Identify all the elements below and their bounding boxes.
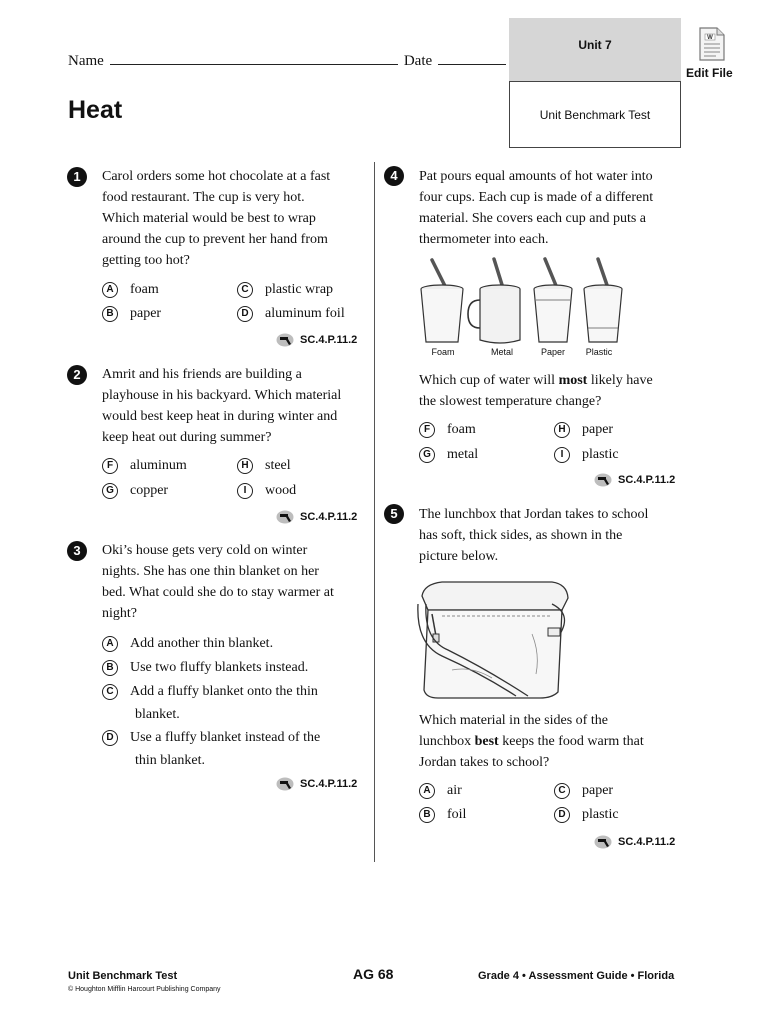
florida-icon bbox=[594, 835, 612, 849]
prompt-text: keeps the food warm that bbox=[498, 734, 644, 749]
answer-bubble[interactable]: G bbox=[419, 447, 435, 463]
question-line: picture below. bbox=[419, 549, 499, 564]
question-line: Jordan takes to school? bbox=[419, 755, 550, 770]
benchmark-label: Unit Benchmark Test bbox=[539, 108, 651, 122]
answer-bubble[interactable]: A bbox=[102, 282, 118, 298]
question-line: getting too hot? bbox=[102, 253, 190, 268]
florida-icon bbox=[276, 777, 294, 791]
answer-option[interactable] bbox=[419, 782, 462, 800]
option-text: Add a fluffy blanket onto the thin bbox=[130, 684, 318, 699]
answer-bubble[interactable]: I bbox=[237, 483, 253, 499]
question-text bbox=[419, 504, 648, 567]
answer-option[interactable] bbox=[554, 782, 613, 800]
answer-option[interactable] bbox=[237, 482, 296, 500]
standard-code: SC.4.P.11.2 bbox=[618, 474, 676, 486]
date-line[interactable] bbox=[438, 50, 506, 65]
question-line: bed. What could she do to stay warmer at bbox=[102, 585, 334, 600]
answer-bubble[interactable]: C bbox=[554, 783, 570, 799]
question-text bbox=[102, 364, 341, 448]
question-line bbox=[419, 370, 653, 391]
question-line: around the cup to prevent her hand from bbox=[102, 232, 328, 247]
question-line: thermometer into each. bbox=[419, 232, 549, 247]
option-text: Use two fluffy blankets instead. bbox=[130, 660, 309, 675]
footer-copyright: © Houghton Mifflin Harcourt Publishing Company bbox=[68, 986, 221, 993]
option-text: Add another thin blanket. bbox=[130, 636, 274, 651]
standard-code: SC.4.P.11.2 bbox=[300, 334, 358, 346]
prompt-text: Which cup of water will bbox=[419, 373, 559, 388]
question-line: Which material would be best to wrap bbox=[102, 211, 316, 226]
cup-label-metal: Metal bbox=[490, 347, 513, 357]
cups-illustration bbox=[418, 256, 628, 346]
question-line: the slowest temperature change? bbox=[419, 394, 602, 409]
question-line: nights. She has one thin blanket on her bbox=[102, 564, 319, 579]
option-text: wood bbox=[265, 483, 297, 498]
question-number: 1 bbox=[67, 167, 87, 187]
standard-tag bbox=[594, 835, 675, 849]
edit-file-link[interactable]: Edit File bbox=[686, 66, 733, 80]
question-line: The lunchbox that Jordan takes to school bbox=[419, 507, 649, 522]
answer-bubble[interactable]: A bbox=[419, 783, 435, 799]
option-text: paper bbox=[582, 422, 614, 437]
question-number: 4 bbox=[384, 166, 404, 186]
answer-bubble[interactable]: H bbox=[237, 458, 253, 474]
prompt-text: likely have bbox=[587, 373, 653, 388]
option-text: air bbox=[447, 783, 462, 798]
cup-label-plastic: Plastic bbox=[585, 347, 613, 357]
answer-option[interactable] bbox=[419, 806, 466, 824]
answer-option[interactable] bbox=[554, 806, 619, 824]
option-text: foam bbox=[130, 282, 159, 297]
question-number: 5 bbox=[384, 504, 404, 524]
answer-option[interactable] bbox=[102, 457, 187, 475]
answer-bubble[interactable]: D bbox=[237, 306, 253, 322]
answer-option[interactable] bbox=[102, 729, 320, 747]
question-line: night? bbox=[102, 606, 137, 621]
prompt-emphasis: best bbox=[474, 734, 499, 749]
standard-tag bbox=[276, 777, 357, 791]
answer-option[interactable] bbox=[237, 281, 333, 299]
metal-cup bbox=[468, 259, 520, 343]
question-number: 2 bbox=[67, 365, 87, 385]
option-text: aluminum bbox=[130, 458, 187, 473]
question-line: Oki’s house gets very cold on winter bbox=[102, 543, 308, 558]
paper-cup bbox=[534, 259, 572, 342]
word-document-icon[interactable] bbox=[696, 26, 728, 62]
prompt-emphasis: most bbox=[558, 373, 588, 388]
name-date-row bbox=[68, 50, 506, 70]
answer-option[interactable] bbox=[102, 281, 159, 299]
date-label: Date bbox=[403, 53, 433, 69]
question-text bbox=[419, 166, 653, 250]
answer-bubble[interactable]: F bbox=[102, 458, 118, 474]
answer-bubble[interactable]: B bbox=[102, 660, 118, 676]
answer-option[interactable] bbox=[237, 305, 345, 323]
standard-code: SC.4.P.11.2 bbox=[618, 836, 676, 848]
page-title: Heat bbox=[68, 96, 123, 124]
answer-option[interactable] bbox=[237, 457, 291, 475]
cup-label-foam: Foam bbox=[431, 347, 455, 357]
option-text: plastic bbox=[582, 447, 619, 462]
standard-tag bbox=[594, 473, 675, 487]
question-line: Amrit and his friends are building a bbox=[102, 367, 302, 382]
cup-label-paper: Paper bbox=[540, 347, 566, 357]
question-line: would best keep heat in during winter and bbox=[102, 409, 338, 424]
answer-option[interactable] bbox=[419, 446, 478, 464]
question-line: playhouse in his backyard. Which material bbox=[102, 388, 342, 403]
option-text: plastic bbox=[582, 807, 619, 822]
answer-bubble[interactable]: H bbox=[554, 422, 570, 438]
question-line: food restaurant. The cup is very hot. bbox=[102, 190, 305, 205]
option-text: Use a fluffy blanket instead of the bbox=[130, 730, 321, 745]
question-line: Which material in the sides of the bbox=[419, 713, 608, 728]
footer-title: Unit Benchmark Test bbox=[68, 970, 178, 982]
name-label: Name bbox=[68, 53, 104, 69]
question-text bbox=[102, 166, 330, 271]
svg-text:W: W bbox=[707, 35, 713, 41]
option-text: foam bbox=[447, 422, 476, 437]
option-text: metal bbox=[447, 447, 479, 462]
question-number: 3 bbox=[67, 541, 87, 561]
answer-option[interactable] bbox=[554, 421, 613, 439]
answer-option[interactable] bbox=[102, 482, 168, 500]
question-line: material. She covers each cup and puts a bbox=[419, 211, 647, 226]
foam-cup bbox=[421, 260, 463, 342]
florida-icon bbox=[594, 473, 612, 487]
column-divider bbox=[374, 162, 375, 862]
option-text: copper bbox=[130, 483, 169, 498]
option-text: aluminum foil bbox=[265, 306, 345, 321]
question-line: keep heat out during summer? bbox=[102, 430, 272, 445]
option-text: paper bbox=[582, 783, 614, 798]
answer-bubble[interactable]: B bbox=[419, 807, 435, 823]
answer-bubble[interactable]: G bbox=[102, 483, 118, 499]
question-line: four cups. Each cup is made of a different bbox=[419, 190, 654, 205]
answer-bubble[interactable]: B bbox=[102, 306, 118, 322]
question-text bbox=[102, 540, 334, 624]
question-line: Carol orders some hot chocolate at a fast bbox=[102, 169, 331, 184]
answer-option[interactable] bbox=[102, 635, 273, 653]
florida-icon bbox=[276, 333, 294, 347]
question-prompt bbox=[419, 370, 653, 412]
florida-icon bbox=[276, 510, 294, 524]
answer-bubble[interactable]: C bbox=[237, 282, 253, 298]
prompt-text: lunchbox bbox=[419, 734, 475, 749]
question-prompt bbox=[419, 710, 644, 773]
answer-bubble[interactable]: C bbox=[102, 684, 118, 700]
standard-tag bbox=[276, 333, 357, 347]
footer-grade: Grade 4 • Assessment Guide • Florida bbox=[478, 970, 675, 982]
question-line: Pat pours equal amounts of hot water into bbox=[419, 169, 653, 184]
question-line bbox=[419, 731, 644, 752]
answer-option[interactable] bbox=[554, 446, 619, 464]
answer-option[interactable] bbox=[102, 659, 308, 677]
option-text-continued: thin blanket. bbox=[135, 753, 205, 768]
option-text-continued: blanket. bbox=[135, 707, 180, 722]
option-text: plastic wrap bbox=[265, 282, 334, 297]
option-text: foil bbox=[447, 807, 467, 822]
answer-bubble[interactable]: A bbox=[102, 636, 118, 652]
answer-bubble[interactable]: I bbox=[554, 447, 570, 463]
option-text: paper bbox=[130, 306, 162, 321]
question-line: has soft, thick sides, as shown in the bbox=[419, 528, 623, 543]
standard-code: SC.4.P.11.2 bbox=[300, 511, 358, 523]
answer-bubble[interactable]: F bbox=[419, 422, 435, 438]
plastic-cup bbox=[584, 259, 622, 342]
unit-label: Unit 7 bbox=[578, 38, 612, 52]
answer-option[interactable] bbox=[102, 305, 161, 323]
standard-tag bbox=[276, 510, 357, 524]
answer-bubble[interactable]: D bbox=[102, 730, 118, 746]
option-text: steel bbox=[265, 458, 291, 473]
name-line[interactable] bbox=[110, 50, 398, 65]
answer-bubble[interactable]: D bbox=[554, 807, 570, 823]
answer-option[interactable] bbox=[102, 683, 318, 701]
standard-code: SC.4.P.11.2 bbox=[300, 778, 358, 790]
answer-option[interactable] bbox=[419, 421, 476, 439]
lunchbox-illustration bbox=[412, 574, 574, 702]
page-number: AG 68 bbox=[353, 966, 394, 982]
